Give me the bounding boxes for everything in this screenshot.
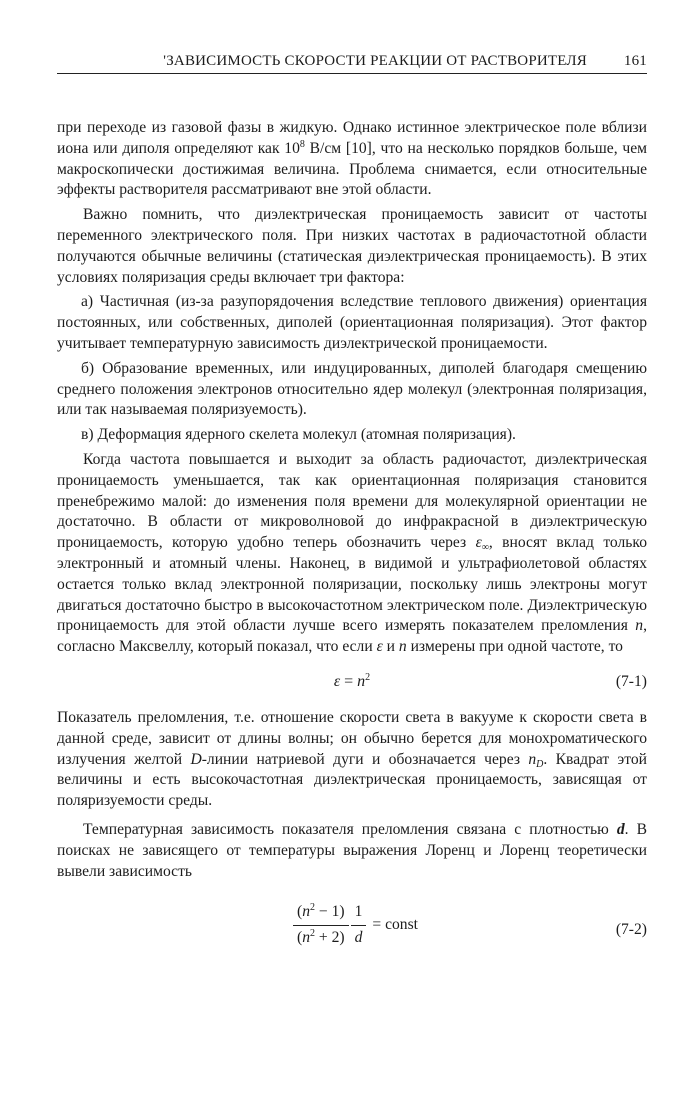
equation-7-1-number: (7-1) — [615, 672, 647, 690]
D-symbol: D — [190, 750, 202, 768]
list-item-a: а) Частичная (из-за разупорядочения вследствие теплового движения) ориентация постоянных, или собственных, диполей (ориентационная поляризация). Этот фактор учитывает температурную зависимость диэлектрической проницаемости. — [57, 293, 647, 352]
epsilon-symbol-2: ε — [376, 638, 383, 656]
p6-text-e: измерены при одной частоте, то — [406, 638, 623, 656]
infinity-subscript: ∞ — [481, 542, 489, 554]
paragraph-1 — [57, 118, 647, 201]
eq1-lhs: ε — [333, 672, 341, 690]
density-d: d — [354, 929, 363, 947]
equation-7-1 — [57, 668, 647, 698]
paragraph-6 — [57, 450, 647, 658]
p8-text-a: Температурная зависимость показателя преломления связана с плотностью — [83, 820, 617, 838]
p8-text-b: . В поисках не зависящего от температуры выражения Лоренц и Лоренц теоретически вывели зависимость — [57, 820, 647, 880]
p6-text-d: и — [382, 638, 399, 656]
running-head — [57, 53, 647, 73]
list-item-b: б) Образование временных, или индуцированных, диполей благодаря смещению среднего положения электронов относительно ядер молекул (электронная поляризация, или так называемая поляризуемость). — [57, 359, 647, 419]
list-item-c: в) Деформация ядерного скелета молекул (атомная поляризация). — [81, 426, 516, 444]
density-symbol: d — [616, 820, 625, 838]
num-open: ( — [297, 903, 303, 921]
eq1-rhs: n — [357, 672, 366, 690]
den-open: ( — [297, 929, 303, 947]
den-rest: + 2) — [315, 929, 345, 947]
p6-text-c: , согласно Максвеллу, который показал, что если — [57, 617, 647, 656]
p6-text-b: , вносят вклад только электронный и атомный члены. Наконец, в видимой и ультрафиолетовой областях остается только вклад электронной поляризации, поскольку лишь электроны могут двигаться достаточно быстро в высокочастотном электрическом поле. Диэлектрическую проницаемость для этой области лучше всего измерять показателем преломления — [57, 534, 647, 635]
page-number: 161 — [623, 53, 647, 69]
fraction-numerator — [293, 902, 349, 925]
p1-text-b: В/см [10], что на несколько порядков больше, чем макроскопически достижимая величина. Проблема снимается, если относительные эффекты растворителя рассматривают вне этой области. — [57, 139, 647, 199]
refraction-fraction — [293, 902, 349, 949]
density-fraction — [351, 902, 367, 949]
num-exp: 2 — [310, 902, 315, 914]
D-subscript: D — [536, 758, 544, 770]
paragraph-8 — [57, 820, 647, 882]
equation-7-2-number: (7-2) — [615, 921, 647, 939]
n-symbol: n — [635, 617, 644, 635]
equation-7-1-body — [57, 672, 647, 693]
p6-text-a: Когда частота повышается и выходит за область радиочастот, диэлектрическая проницаемость уменьшается, так как ориентационная поляризация становится пренебрежимо малой: до изменения поля времени для молекулярной ориентации не достаточно. В области от микроволновой до инфракрасной в диэлектрическую проницаемость, которую удобно теперь обозначить через — [57, 450, 647, 552]
density-denominator — [351, 925, 367, 949]
equals-const: = const — [372, 916, 418, 934]
equation-7-2 — [57, 902, 647, 960]
den-exp: 2 — [310, 928, 315, 940]
p7-text-b: -линии натриевой дуги и обозначается через — [201, 750, 529, 768]
fraction-denominator — [293, 925, 349, 949]
body-text — [57, 118, 647, 960]
paragraph-2: Важно помнить, что диэлектрическая проницаемость зависит от частоты переменного электрического поля. При низких частотах в радиочастотной области получаются обычные величины (статическая диэлектрическая проницаемость). В этих условиях поляризация среды включает три фактора: — [57, 206, 647, 286]
p1-text-a: при переходе из газовой фазы в жидкую. Однако истинное электрическое поле вблизи иона или диполя определяют как 10 — [57, 119, 647, 157]
header-rule — [57, 73, 647, 74]
epsilon-symbol: ε — [475, 534, 482, 552]
n-D-symbol: n — [528, 750, 537, 768]
p7-text-a: Показатель преломления, т.е. отношение скорости света в вакууме к скорости света в данной среде, зависит от длины волны; он обычно берется для монохроматического излучения желтой — [57, 708, 647, 768]
equation-7-2-body — [293, 902, 418, 949]
paragraph-7 — [57, 708, 647, 812]
running-head-title: 'ЗАВИСИМОСТЬ СКОРОСТИ РЕАКЦИИ ОТ РАСТВОРИТЕЛЯ — [163, 53, 587, 69]
num-n: n — [302, 903, 310, 921]
n-symbol-2: n — [398, 638, 407, 656]
eq1-exponent: 2 — [365, 671, 371, 683]
den-n: n — [302, 929, 310, 947]
p1-exponent: 8 — [299, 138, 305, 150]
density-numerator: 1 — [354, 903, 363, 921]
num-rest: − 1) — [315, 903, 345, 921]
eq1-operator: = — [340, 672, 358, 690]
p7-text-c: . Квадрат этой величины и есть высокочастотная диэлектрическая проницаемость, зависящая от поляризуемости среды. — [57, 750, 648, 810]
